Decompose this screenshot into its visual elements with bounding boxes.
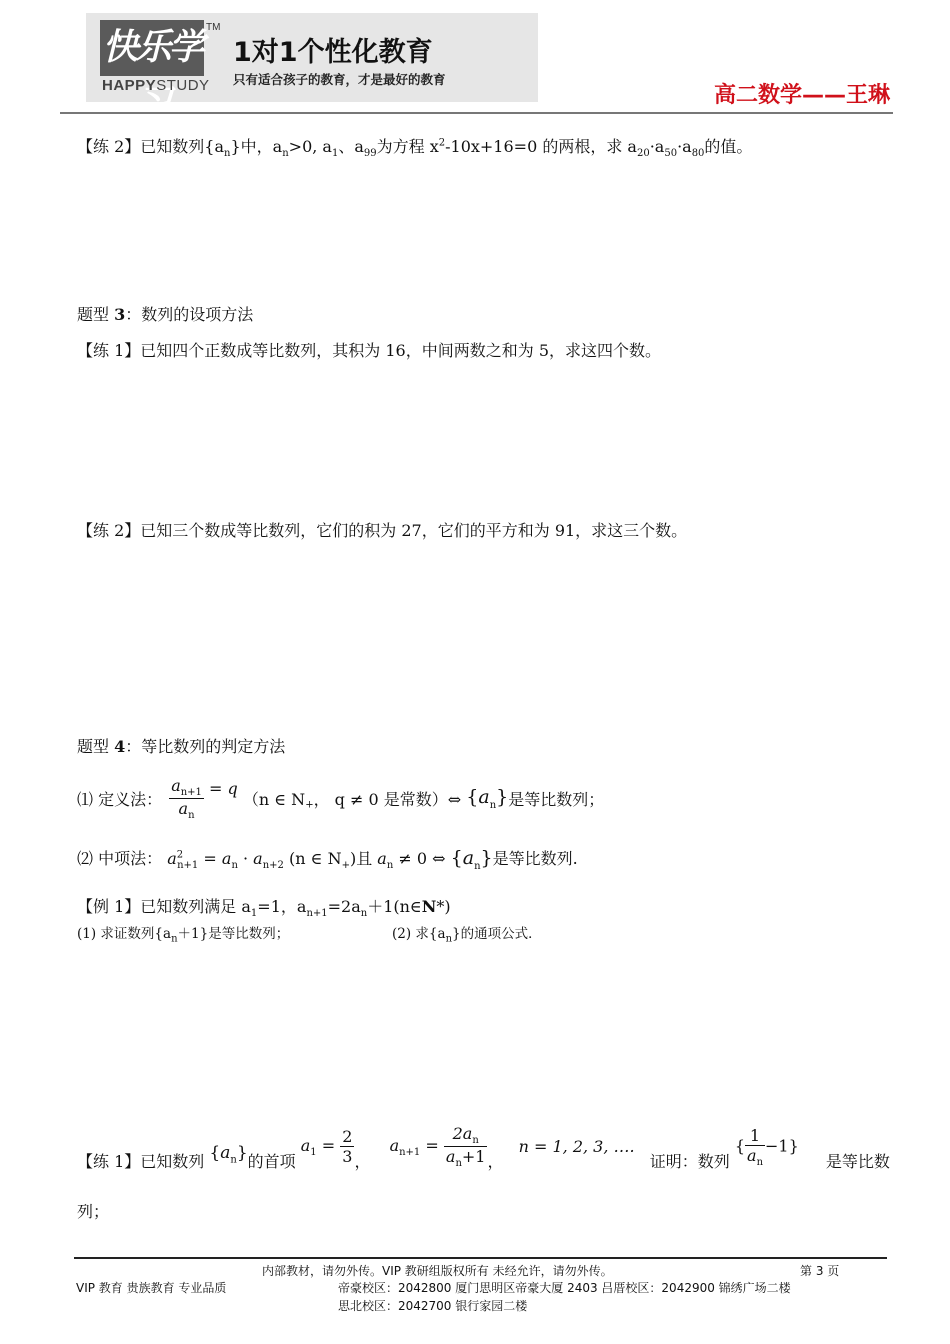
example-1 <box>77 894 451 919</box>
text: -10x+16=0 的两根，求 a <box>445 137 637 156</box>
sub-slogan: 只有适合孩子的教育，才是最好的教育 <box>233 72 446 87</box>
result-text: 是等比数列； <box>508 790 605 810</box>
sequence-an <box>450 847 493 872</box>
subscript: n+1 <box>399 1146 421 1158</box>
text: ：等比数列的判定方法 <box>125 737 286 756</box>
subscript: 50 <box>664 148 678 160</box>
subscript: n <box>230 1154 237 1166</box>
subscript: n <box>231 860 238 872</box>
slogan: 1对1个性化教育 <box>233 37 433 68</box>
math-var: a <box>220 1143 231 1164</box>
fraction-denominator <box>745 1146 765 1168</box>
logo-trademark: TM <box>206 22 221 33</box>
exercise-2-sequence-roots <box>77 134 752 159</box>
subscript: n <box>489 800 497 812</box>
subscript: 1 <box>310 1146 317 1158</box>
page-number: 第 3 页 <box>800 1264 840 1278</box>
math-var: a <box>747 1145 757 1165</box>
text: 已知数列{a <box>140 137 225 156</box>
section-type-4-heading <box>77 734 285 757</box>
math-op: } <box>236 1143 248 1164</box>
text: 的值。 <box>704 137 753 156</box>
recurrence-fraction <box>444 1124 488 1169</box>
condition-text: ， q ≠ 0 <box>313 790 379 810</box>
logo-brand-light: STUDY <box>156 77 210 94</box>
exercise-label: 【练 1】 <box>77 1152 141 1172</box>
fraction-numerator: 2 <box>342 1127 353 1147</box>
subscript: n+1 <box>180 787 202 799</box>
exercise-label: 【练 2】 <box>77 521 141 540</box>
math-var: a <box>478 786 490 809</box>
math-op: +1 <box>461 1147 486 1167</box>
subscript: 1 <box>331 148 339 160</box>
subject-title: 高二数学——王琳 <box>713 83 890 108</box>
footer-campus-1: 帝豪校区：2042800 厦门思明区帝豪大厦 2403 吕厝校区：2042900 锦绣广场二楼 <box>338 1281 791 1295</box>
subscript: n+1 <box>306 908 328 920</box>
text: (1) 求证数列{a <box>77 926 172 942</box>
subscript: 20 <box>636 148 650 160</box>
math-op: = <box>425 1135 439 1155</box>
fraction-denominator: 3 <box>342 1147 353 1167</box>
subscript: n <box>282 148 289 160</box>
math-var: a <box>171 776 181 795</box>
text: 已知数列 <box>140 1152 205 1172</box>
condition-text: (n ∈ N <box>289 849 342 868</box>
text: ， <box>354 1152 371 1172</box>
subscript: n <box>474 860 481 872</box>
condition-text: )且 <box>349 849 373 868</box>
exercise-label: 【练 1】 <box>77 341 141 360</box>
text: 已知四个正数成等比数列，其积为 16，中间两数之和为 5，求这四个数。 <box>140 341 661 360</box>
math-var: a <box>221 849 232 868</box>
fraction-denominator <box>169 799 204 821</box>
method-label: ⑴ 定义法： <box>77 790 163 810</box>
footer-campus-2: 思北校区：2042700 银行家园二楼 <box>338 1299 528 1313</box>
example-1-question-2 <box>392 922 542 945</box>
prove-text: 证明：数列 <box>649 1152 730 1172</box>
text: ·a <box>677 137 692 156</box>
logo-calligraphy: 快乐学习 <box>100 20 204 76</box>
text: (2) 求{a <box>392 926 446 942</box>
math-var: a <box>462 847 475 869</box>
logo-brand <box>102 77 210 94</box>
section-type-3-heading <box>77 302 253 325</box>
fraction-denominator <box>444 1147 488 1169</box>
condition-text: （n ∈ N <box>242 790 306 810</box>
exercise-1-prove-geometric <box>77 1124 890 1172</box>
text: 题型 <box>77 737 115 756</box>
subscript: 1 <box>250 908 258 920</box>
text: 的首项 <box>247 1152 296 1172</box>
math-op: = <box>203 849 217 868</box>
result-text: 是等比数列. <box>492 849 578 868</box>
fraction-numerator: 1 <box>745 1126 765 1146</box>
math-var: a <box>178 799 189 819</box>
text: }的通项公式． <box>452 926 542 942</box>
exercise-1-four-numbers <box>77 338 661 361</box>
math-var: a <box>253 849 263 868</box>
logo-brand-bold: HAPPY <box>102 77 157 94</box>
math-var: a <box>167 849 177 868</box>
math-var: 2a <box>452 1124 473 1143</box>
footer-brand: VIP 教育 贵族教育 专业品质 <box>76 1281 227 1295</box>
text: ·a <box>649 137 665 156</box>
text: ， <box>487 1152 504 1172</box>
text: =1，a <box>257 897 307 916</box>
subscript: + <box>305 799 314 811</box>
sequence-an <box>466 786 509 812</box>
text: =2a <box>327 897 361 916</box>
subscript: 99 <box>363 148 377 160</box>
math-op: = <box>209 779 223 799</box>
math-op: { <box>466 786 479 809</box>
subscript: n+2 <box>262 860 284 872</box>
math-var: q <box>227 779 238 799</box>
example-label: 【例 1】 <box>77 897 141 916</box>
index-range: n = 1, 2, 3, …. <box>518 1137 635 1157</box>
footer-copyright: 内部教材，请勿外传。VIP 教研组版权所有 未经允许，请勿外传。 <box>262 1264 613 1278</box>
math-op: } <box>496 786 509 809</box>
reciprocal-sequence <box>735 1126 799 1168</box>
subscript: n <box>445 933 453 945</box>
section-number: 4 <box>114 737 126 756</box>
fraction-numerator <box>169 776 204 799</box>
subscript: n <box>224 148 231 160</box>
definition-method <box>77 776 604 821</box>
subscript: n <box>455 1158 462 1170</box>
superscript: 2 <box>176 849 184 861</box>
header-divider <box>60 112 893 114</box>
subscript: n <box>386 860 394 872</box>
math-op: ≠ 0 <box>398 849 428 868</box>
math-var: a <box>300 1135 311 1155</box>
subscript: n <box>756 1156 764 1168</box>
text: }中，a <box>230 137 283 156</box>
math-var: a <box>445 1147 456 1167</box>
math-var: a <box>377 849 387 868</box>
text: *) <box>436 897 451 916</box>
two-thirds-fraction <box>340 1127 354 1166</box>
section-number: 3 <box>114 305 126 324</box>
math-op: { <box>209 1143 221 1164</box>
subscript: n+1 <box>177 860 199 872</box>
math-op: · <box>242 849 249 868</box>
text: 为方程 x <box>376 137 439 156</box>
subscript: n <box>472 1135 479 1147</box>
mean-formula <box>167 849 284 872</box>
text: >0, a <box>288 137 332 156</box>
exercise-1-prove-continuation: 列； <box>77 1202 110 1221</box>
subscript: n <box>171 933 178 945</box>
footer-divider <box>74 1257 887 1259</box>
subscript: + <box>341 860 350 872</box>
text: ＋1}是等比数列； <box>177 926 290 942</box>
ratio-fraction <box>169 776 204 821</box>
method-label: ⑵ 中项法： <box>77 849 163 868</box>
math-op: { <box>450 847 463 869</box>
text: 是等比数 <box>825 1152 890 1172</box>
subscript: 80 <box>691 148 705 160</box>
equals-q <box>209 779 238 798</box>
subscript: n <box>188 810 195 822</box>
text: 已知数列满足 a <box>140 897 251 916</box>
first-term <box>301 1136 335 1158</box>
superscript: 2 <box>438 137 446 149</box>
math-op: { <box>734 1136 746 1156</box>
geometric-mean-method: ⑵ 中项法： $a^2_{n+1} = a_n \cdot a_{n+2}$ (n ∈ $N_+$)且 $a_n \ne 0$ ⇔ $\{a_n\}$是等比数列. <box>77 847 578 872</box>
math-op: = <box>321 1135 336 1155</box>
sequence-an <box>209 1143 247 1165</box>
math-op: } <box>480 847 493 869</box>
text: 题型 <box>77 305 115 324</box>
text: ：数列的设项方法 <box>125 305 254 324</box>
text: ＋1(n∈ <box>367 897 422 916</box>
text: 、a <box>338 137 364 156</box>
equivalence-text: 是常数）⇔ <box>383 790 462 810</box>
math-op: −1} <box>765 1136 799 1156</box>
example-1-question-1 <box>77 922 289 945</box>
exercise-label: 【练 2】 <box>77 137 141 156</box>
fraction-numerator <box>444 1124 488 1147</box>
recurrence-lhs <box>390 1136 439 1158</box>
reciprocal-fraction <box>745 1126 765 1168</box>
natural-numbers-symbol: N <box>421 897 437 916</box>
math-var: a <box>389 1135 400 1155</box>
subscript: n <box>360 908 368 920</box>
exercise-2-three-numbers <box>77 518 687 541</box>
text: 已知三个数成等比数列，它们的积为 27，它们的平方和为 91，求这三个数。 <box>140 521 688 540</box>
nonzero-condition <box>377 849 428 872</box>
